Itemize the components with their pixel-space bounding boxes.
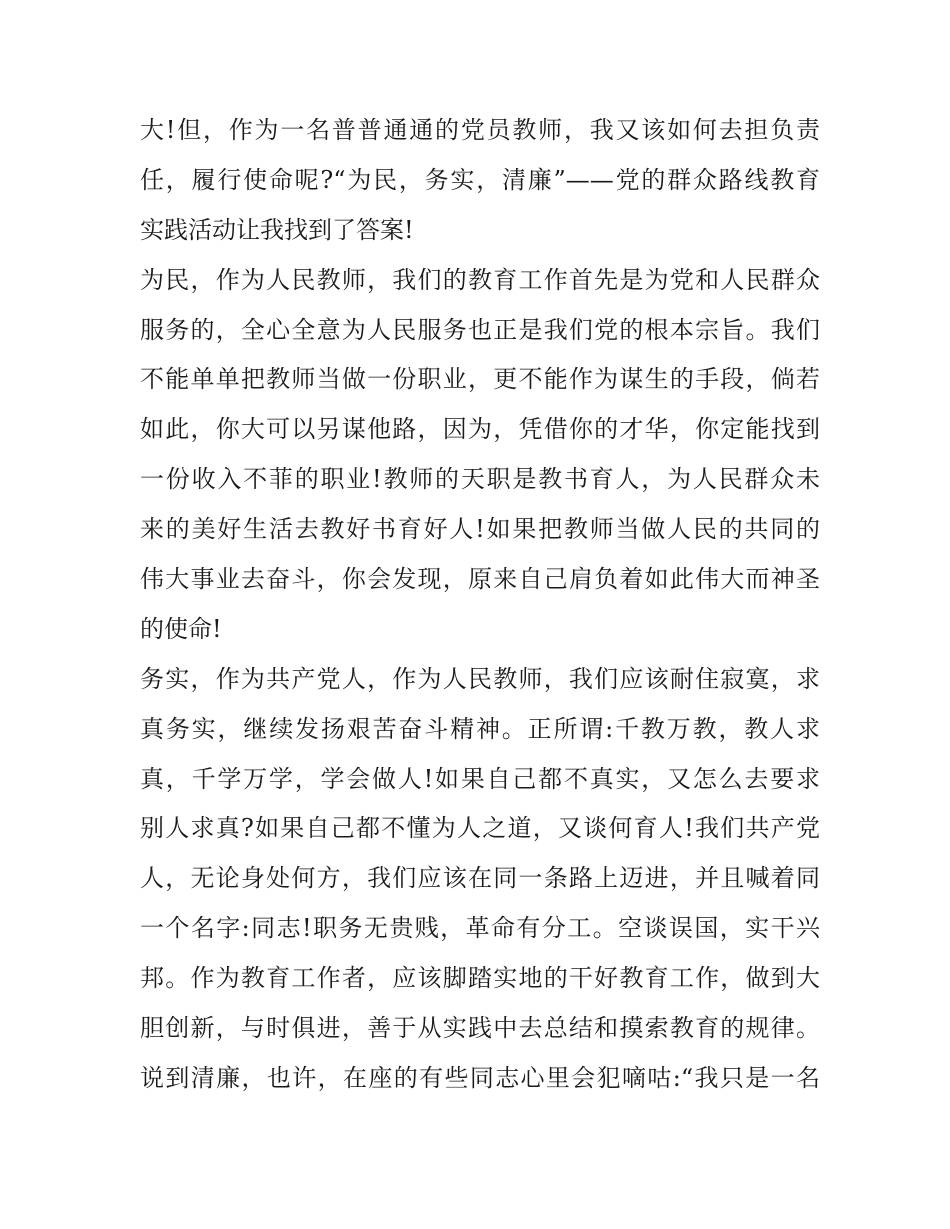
text-line: 说到清廉，也许，在座的有些同志心里会犯嘀咕:“我只是一名	[140, 1063, 820, 1092]
text-line: 为民，作为人民教师，我们的教育工作首先是为党和人民群众	[140, 265, 820, 294]
text-line: 如此，你大可以另谋他路，因为，凭借你的才华，你定能找到	[140, 415, 820, 444]
text-line: 真务实，继续发扬艰苦奋斗精神。正所谓:千教万教，教人求	[140, 714, 820, 743]
text-line: 别人求真?如果自己都不懂为人之道，又谈何育人!我们共产党	[140, 814, 820, 843]
text-line: 邦。作为教育工作者，应该脚踏实地的干好教育工作，做到大	[140, 964, 820, 993]
text-line: 的使命!	[140, 614, 222, 643]
text-line: 任，履行使命呢?“为民，务实，清廉”——党的群众路线教育	[140, 165, 820, 194]
text-line: 服务的，全心全意为人民服务也正是我们党的根本宗旨。我们	[140, 315, 820, 344]
text-line: 不能单单把教师当做一份职业，更不能作为谋生的手段，倘若	[140, 365, 820, 394]
text-line: 来的美好生活去教好书育好人!如果把教师当做人民的共同的	[140, 515, 820, 544]
text-line: 伟大事业去奋斗，你会发现，原来自己肩负着如此伟大而神圣	[140, 565, 820, 594]
text-line: 真，千学万学，学会做人!如果自己都不真实，又怎么去要求	[140, 764, 820, 793]
text-line: 务实，作为共产党人，作为人民教师，我们应该耐住寂寞，求	[140, 664, 820, 693]
body-text	[140, 106, 820, 1104]
text-line: 人，无论身处何方，我们应该在同一条路上迈进，并且喊着同	[140, 864, 820, 893]
text-line: 一个名字:同志!职务无贵贱，革命有分工。空谈误国，实干兴	[140, 914, 820, 943]
text-line: 大!但，作为一名普普通通的党员教师，我又该如何去担负责	[140, 116, 820, 144]
text-line: 胆创新，与时俱进，善于从实践中去总结和摸索教育的规律。	[140, 1014, 820, 1043]
text-line: 一份收入不菲的职业!教师的天职是教书育人，为人民群众未	[140, 465, 820, 494]
text-line: 实践活动让我找到了答案!	[140, 215, 414, 244]
